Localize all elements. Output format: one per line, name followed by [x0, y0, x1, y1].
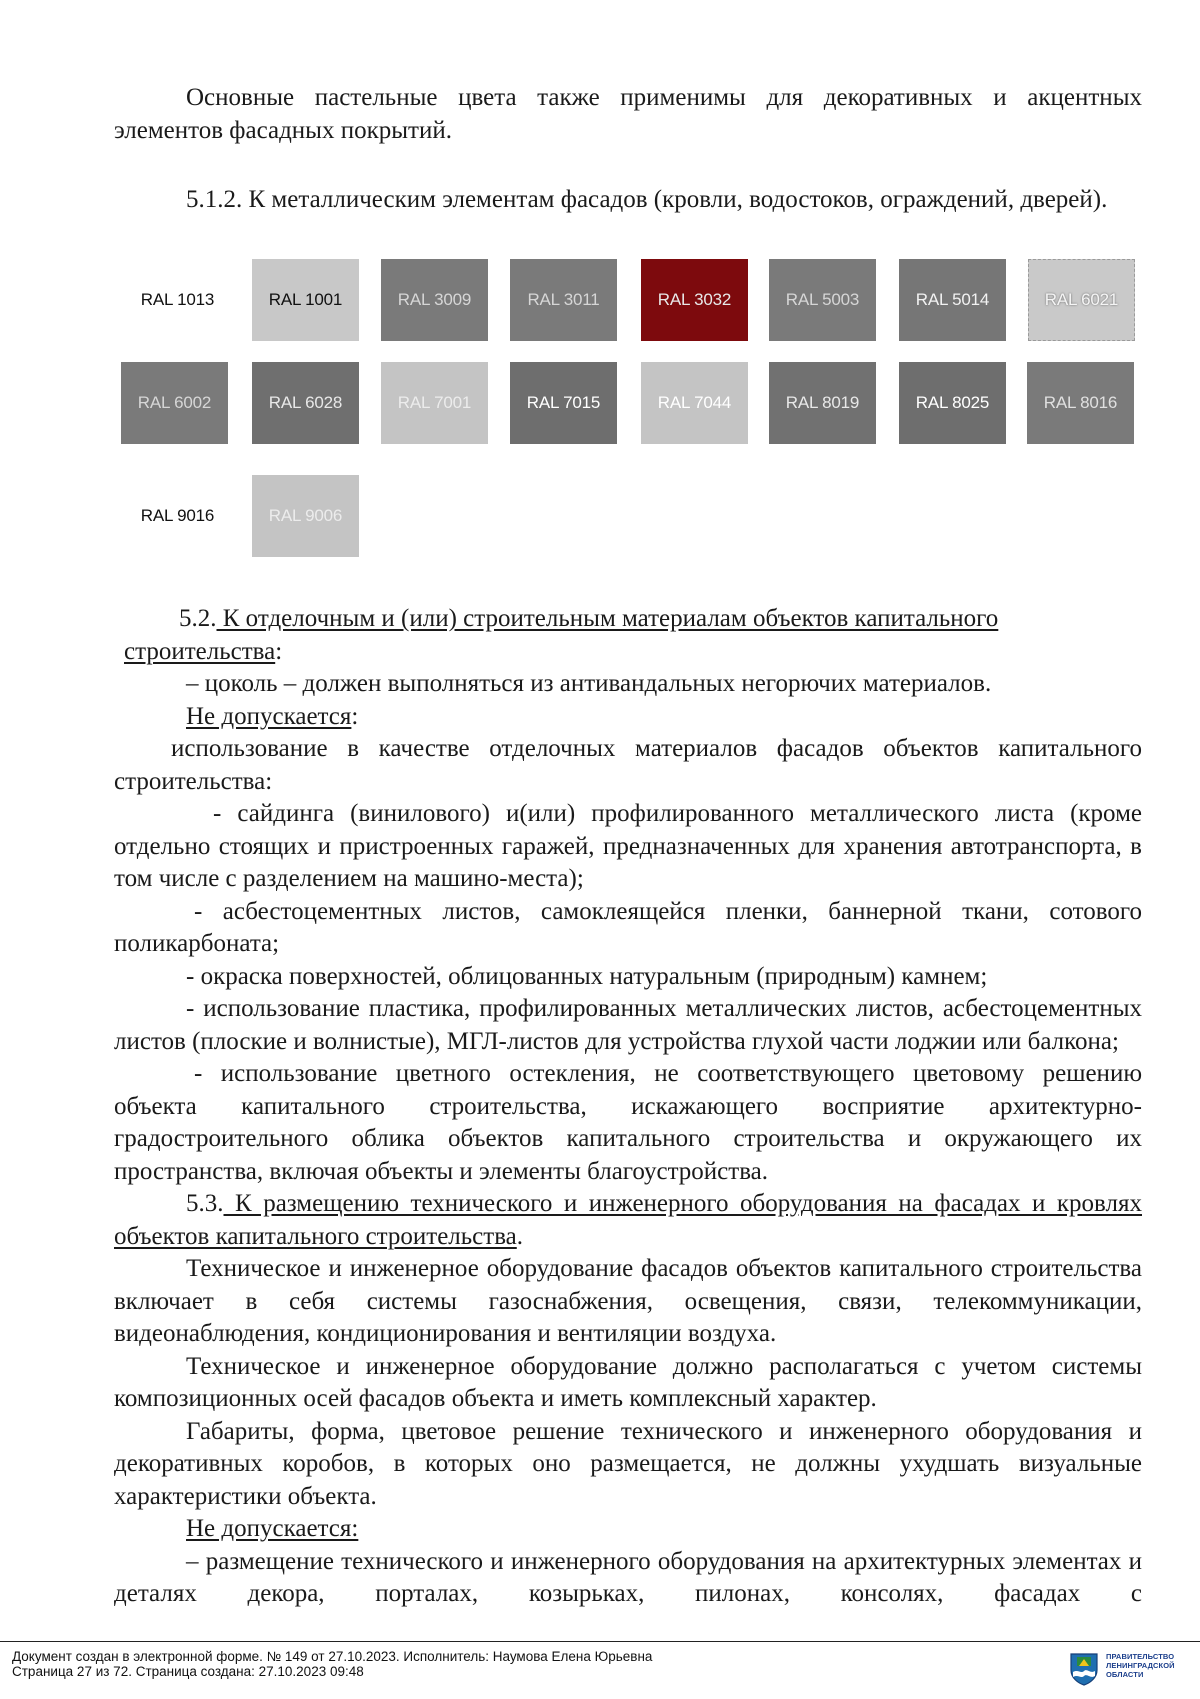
- swatch-label: RAL 6021: [1044, 290, 1119, 309]
- swatch-label: RAL 3009: [397, 290, 472, 309]
- coat-of-arms-icon: [1069, 1652, 1099, 1686]
- footer-line-1: Документ создан в электронной форме. № 149 от 27.10.2023. Исполнитель: Наумова Елена Юрьевна: [12, 1649, 653, 1664]
- list-item: - использование цветного остекления, не соответствующего цветовому решению объекта капитального строительства, искажающего восприятие архитектурно-градостроительного облика объектов капитального строительства и окружающего их пространства, включая объекты и элементы благоустройства.: [114, 1060, 1142, 1185]
- not-allowed-label-1: [114, 701, 1142, 734]
- section-512-heading: 5.1.2. К металлическим элементам фасадов (кровли, водостоков, ограждений, дверей).: [186, 186, 1108, 213]
- not-allowed-text: Не допускается:: [186, 1515, 359, 1542]
- not-allowed-colon: :: [351, 702, 359, 730]
- swatch-ral-3009: [381, 259, 488, 341]
- section-52-number: 5.2.: [179, 605, 217, 632]
- swatch-label: RAL 9006: [268, 506, 343, 525]
- section-53-heading: [114, 1188, 1142, 1253]
- section-53-number: 5.3.: [186, 1190, 224, 1217]
- list-item: - окраска поверхностей, облицованных натуральным (природным) камнем;: [186, 962, 988, 990]
- swatch-ral-5003: [769, 259, 876, 341]
- list-item: - сайдинга (винилового) и(или) профилированного металлического листа (кроме отдельно стоящих и пристроенных гаражей, предназначенных для хранения автотранспорта, в том числе с разделением на машино-места);: [114, 800, 1142, 892]
- section-52-heading: [114, 603, 1142, 668]
- swatch-ral-7001: [381, 362, 488, 444]
- list-item: - использование пластика, профилированных металлических листов, асбестоцементных листов (плоские и волнистые), МГЛ-листов для устройства глухой части лоджии или балкона;: [114, 995, 1142, 1055]
- section-52-block: [114, 603, 1142, 1611]
- list-item: – размещение технического и инженерного оборудования на архитектурных элементах и деталях декора, порталах, козырьках, пилонах, консолях, фасадах с: [114, 1547, 1142, 1607]
- document-footer: [0, 1641, 1200, 1699]
- swatch-label: RAL 8019: [785, 393, 860, 412]
- swatch-ral-5014: [899, 259, 1006, 341]
- swatch-ral-9016: [124, 475, 231, 557]
- swatch-label: RAL 1013: [140, 290, 215, 309]
- swatch-label: RAL 8016: [1043, 393, 1118, 412]
- swatch-ral-6021: [1028, 259, 1135, 341]
- intro-paragraph: Основные пастельные цвета также применимы для декоративных и акцентных элементов фасадных покрытий.: [114, 84, 1142, 144]
- not-allowed-text: Не допускается: [186, 702, 352, 730]
- swatch-ral-9006: [252, 475, 359, 557]
- swatch-ral-6028: [252, 362, 359, 444]
- gov-line: ОБЛАСТИ: [1106, 1670, 1144, 1679]
- section-53-title: К размещению технического и инженерного оборудования на фасадах и кровлях объектов капитального строительства: [114, 1190, 1142, 1250]
- swatch-label: RAL 5014: [915, 290, 990, 309]
- swatch-label: RAL 6028: [268, 393, 343, 412]
- swatch-ral-8019: [769, 362, 876, 444]
- swatch-ral-7044: [641, 362, 748, 444]
- footer-line-2: Страница 27 из 72. Страница создана: 27.10.2023 09:48: [12, 1664, 364, 1679]
- section-52-colon: :: [275, 637, 283, 665]
- section-53-paragraph: Техническое и инженерное оборудование фасадов объектов капитального строительства включает в себя системы газоснабжения, освещения, связи, телекоммуникации, видеонаблюдения, кондиционирования и вентиляции воздуха.: [114, 1255, 1142, 1347]
- section-53-paragraph: Габариты, форма, цветовое решение технического и инженерного оборудования и декоративных коробов, в которых оно размещается, не должны ухудшать визуальные характеристики объекта.: [114, 1417, 1142, 1510]
- section-53-period: .: [516, 1222, 524, 1250]
- swatch-ral-1001: [252, 259, 359, 341]
- section-53-paragraph: Техническое и инженерное оборудование должно располагаться с учетом системы композиционных осей фасадов объекта и иметь комплексный характер.: [114, 1352, 1142, 1412]
- government-label: [1106, 1652, 1196, 1679]
- swatch-label: RAL 6002: [137, 393, 212, 412]
- swatch-ral-6002: [121, 362, 228, 444]
- swatch-ral-8016: [1027, 362, 1134, 444]
- swatch-ral-1013: [124, 259, 231, 341]
- swatch-label: RAL 3011: [527, 290, 600, 309]
- list-item: - асбестоцементных листов, самоклеящейся пленки, баннерной ткани, сотового поликарбоната;: [114, 897, 1142, 957]
- swatch-label: RAL 1001: [268, 290, 343, 309]
- swatch-ral-7015: [510, 362, 617, 444]
- usage-intro: использование в качестве отделочных материалов фасадов объектов капитального строительства:: [114, 735, 1142, 795]
- swatch-label: RAL 5003: [785, 290, 860, 309]
- swatch-label: RAL 7015: [526, 393, 601, 412]
- not-allowed-label-2: [114, 1513, 1142, 1546]
- swatch-label: RAL 7001: [397, 393, 472, 412]
- ral-swatch-grid: [0, 0, 1200, 600]
- swatch-label: RAL 7044: [657, 393, 732, 412]
- plinth-item: – цоколь – должен выполняться из антивандальных негорючих материалов.: [186, 670, 992, 697]
- section-52-title: К отделочным и (или) строительным материалам объектов капитального: [216, 605, 999, 632]
- swatch-label: RAL 9016: [140, 506, 215, 525]
- gov-line: ЛЕНИНГРАДСКОЙ: [1106, 1661, 1175, 1670]
- section-52-title-cont: строительства: [124, 637, 276, 665]
- swatch-ral-3032: [641, 259, 748, 341]
- swatch-label: RAL 8025: [915, 393, 990, 412]
- gov-line: ПРАВИТЕЛЬСТВО: [1106, 1652, 1175, 1661]
- swatch-label: RAL 3032: [657, 290, 732, 309]
- swatch-ral-8025: [899, 362, 1006, 444]
- swatch-ral-3011: [510, 259, 617, 341]
